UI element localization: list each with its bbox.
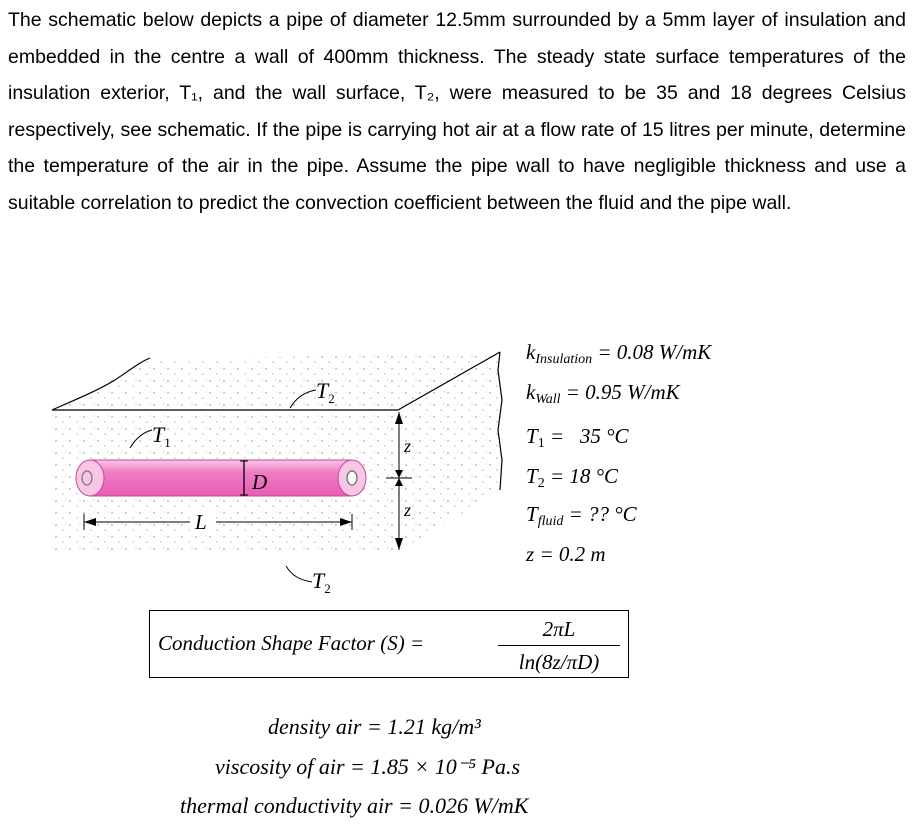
leader-T2-bottom <box>286 566 312 582</box>
label-z-bottom: z <box>404 500 412 520</box>
label-D: D <box>252 470 268 494</box>
label-T2-top: $T_2$ <box>316 378 335 406</box>
prop-T2: $T_2 = 18$ °C <box>526 464 619 491</box>
air-viscosity: viscosity of air = 1.85 × 10⁻⁵ Pa.s <box>215 754 520 779</box>
prop-k-insulation: $k_{Insulation} = 0.08$ W/mK <box>526 340 712 367</box>
shape-factor-numerator: 2πL <box>542 617 576 641</box>
shape-factor-label: Conduction Shape Factor (S) = <box>158 631 425 655</box>
label-T2-bottom: $T_2$ <box>312 568 331 596</box>
prop-T-fluid: $T_{fluid}$ = ?? °C <box>526 502 637 529</box>
label-T1: $T_1$ <box>152 422 171 450</box>
label-z-top: z <box>404 436 412 456</box>
pipe-body <box>90 460 352 496</box>
prop-T1: $T_1 = 35$ °C <box>526 424 629 451</box>
label-L: L <box>195 510 207 534</box>
shape-factor-box <box>149 610 629 678</box>
prop-k-wall: $k_{Wall} = 0.95$ W/mK <box>526 380 680 407</box>
shape-factor-fraction <box>498 615 620 676</box>
pipe-wall-schematic <box>40 330 520 620</box>
shape-factor-denominator: ln(8z/πD) <box>518 650 600 674</box>
air-density: density air = 1.21 kg/m³ <box>268 714 481 739</box>
pipe-left-end <box>76 460 104 496</box>
fraction-bar <box>498 645 620 646</box>
prop-z: z = 0.2 m <box>526 542 606 566</box>
problem-statement: The schematic below depicts a pipe of diameter 12.5mm surrounded by a 5mm layer of insulation and embedded in the centre a wall of 400mm thickness. The steady state surface temperatures of the insulation exterior, T₁, and the wall surface, T₂, were measured to be 35 and 18 degrees Celsius respectively, see schematic. If the pipe is carrying hot air at a flow rate of 15 litres per minute, determine the temperature of the air in the pipe. Assume the pipe wall to have negligible thickness and use a suitable correlation to predict the convection coefficient between the fluid and the pipe wall. <box>8 9 906 214</box>
pipe-right-inner <box>347 471 357 485</box>
air-thermal-conductivity: thermal conductivity air = 0.026 W/mK <box>180 793 529 818</box>
